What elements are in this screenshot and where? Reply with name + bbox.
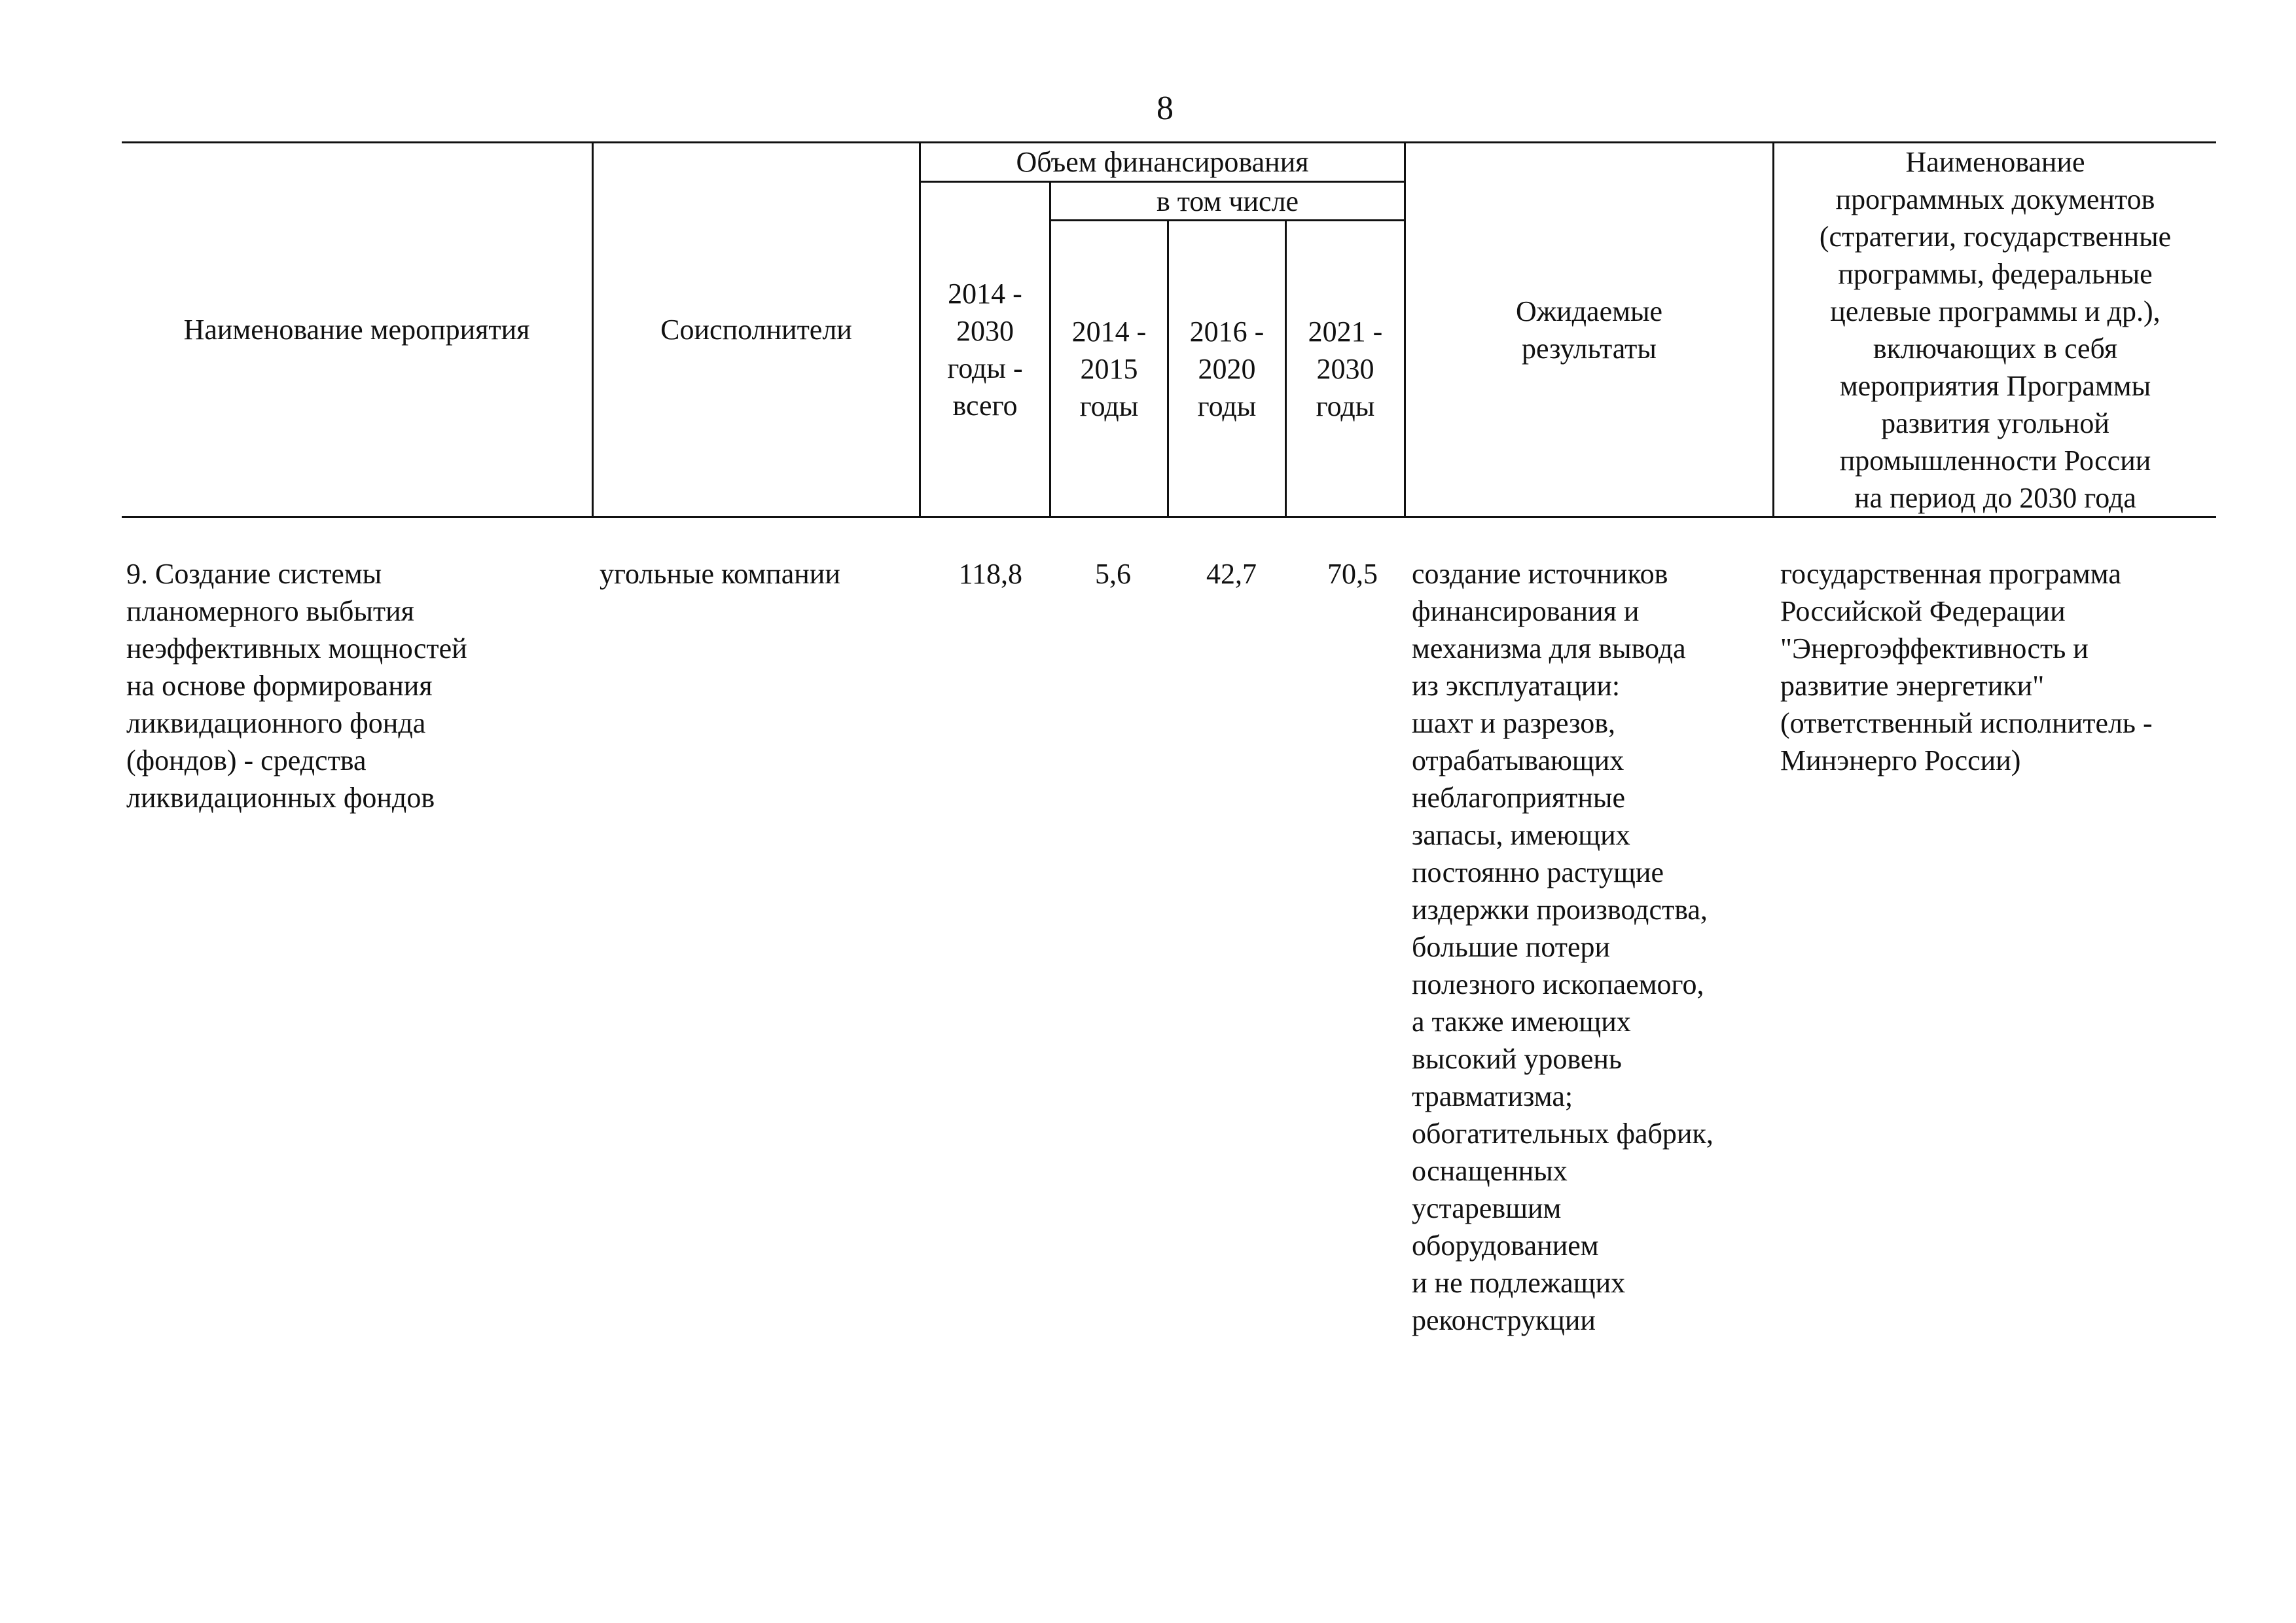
header-total-2014-2030: 2014 - 2030 годы - всего (947, 277, 1023, 422)
row-expected-results: создание источников финансирования и механизма для вывода из эксплуатации: шахт и разрезов, отрабатывающих неблагоприятные запасы, имеющих постоянно растущие издержки производства, большие потери полезного ископаемого, а также имеющих высокий уровень травматизма; обогатительных фабрик, оснащенных устаревшим оборудованием и не подлежащих реконструкции (1412, 558, 1713, 1336)
header-event-name: Наименование мероприятия (183, 314, 530, 346)
row-period-2016-2020: 42,7 (1206, 558, 1257, 590)
header-program-documents: Наименование программных документов (стратегии, государственные программы, федеральные целевые программы и др.), включающих в себя мероприятия Программы развития угольной промышленности России на период до 2030 года (1819, 145, 2172, 514)
header-expected-results: Ожидаемые результаты (1515, 295, 1663, 365)
row-total-2014-2030: 118,8 (958, 558, 1022, 590)
header-period-2014-2015: 2014 - 2015 годы (1071, 315, 1147, 422)
row-period-2021-2030: 70,5 (1327, 558, 1378, 590)
header-including: в том числе (1156, 185, 1299, 217)
row-program-documents: государственная программа Российской Федерации "Энергоэффективность и развитие энергетики" (ответственный исполнитель - Минэнерго России) (1780, 558, 2153, 776)
row-period-2014-2015: 5,6 (1095, 558, 1131, 590)
header-period-2016-2020: 2016 - 2020 годы (1189, 315, 1265, 422)
header-funding-volume: Объем финансирования (1016, 146, 1309, 178)
header-co-executors: Соисполнители (660, 314, 852, 346)
row-event-name: 9. Создание системы планомерного выбытия неэффективных мощностей на основе формирования ликвидационного фонда (фондов) - средства ликвидационных фондов (126, 558, 467, 814)
page-number: 8 (1157, 90, 1174, 127)
header-period-2021-2030: 2021 - 2030 годы (1308, 315, 1383, 422)
row-co-executors: угольные компании (600, 558, 840, 590)
